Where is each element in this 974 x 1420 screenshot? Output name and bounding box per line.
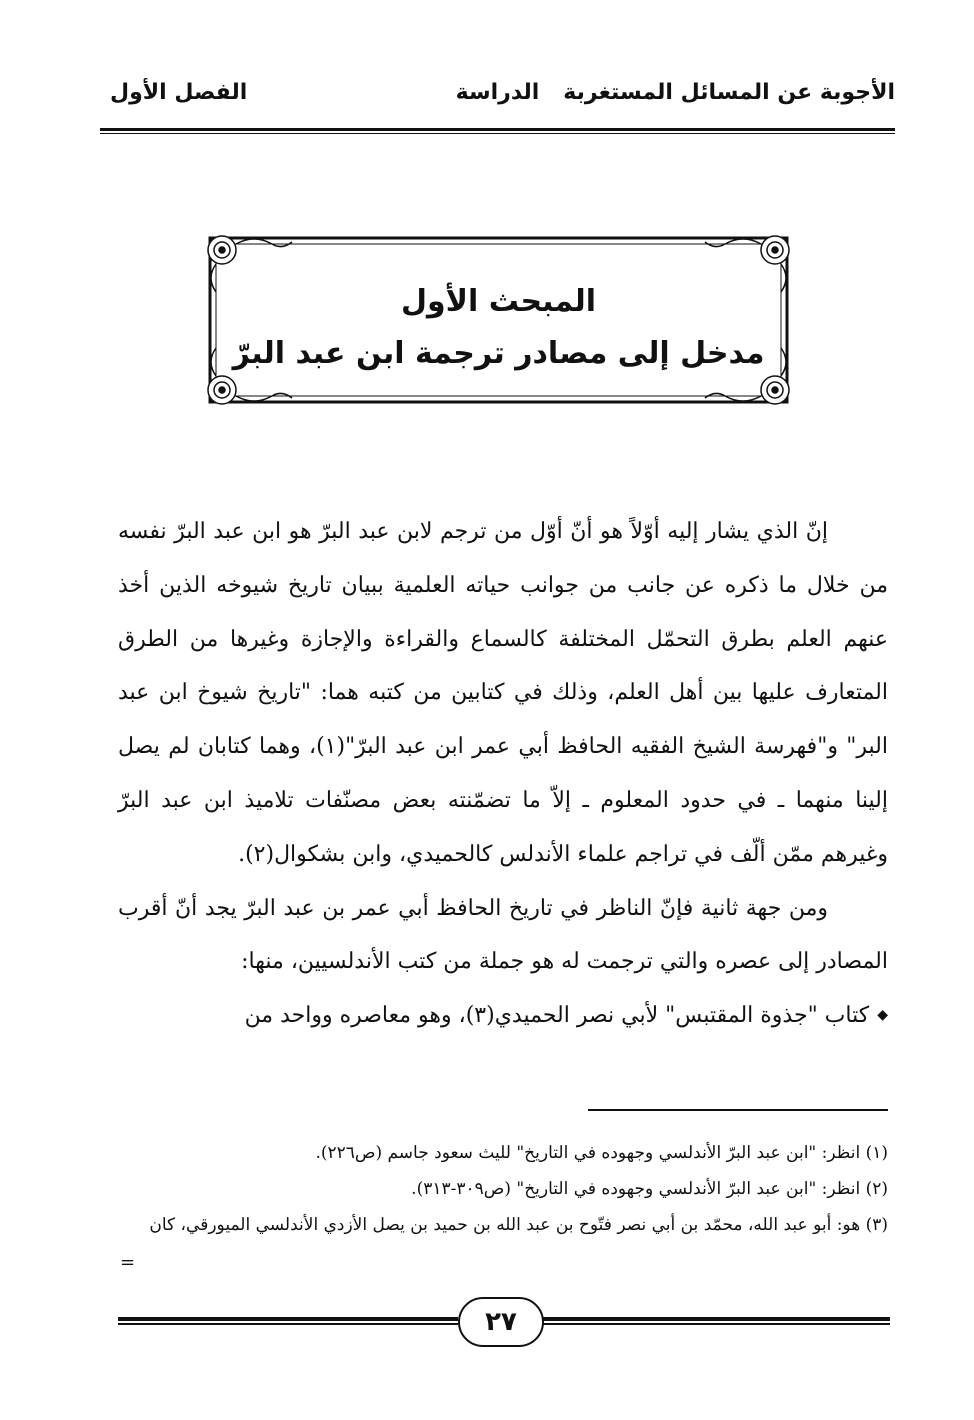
bullet-paragraph	[118, 989, 888, 1046]
title-frame	[192, 222, 805, 418]
header-section: الدراسة	[455, 80, 540, 105]
header-chapter: الفصل الأول	[110, 80, 248, 105]
page-number: ٢٧	[458, 1297, 544, 1347]
header-rule	[100, 128, 895, 134]
section-subtitle: مدخل إلى مصادر ترجمة ابن عبد البرّ	[232, 336, 765, 371]
paragraph: ومن جهة ثانية فإنّ الناظر في تاريخ الحافظ أبي عمر بن عبد البرّ يجد أنّ أقرب المصادر إلى عصره والتي ترجمت له هو جملة من كتب الأندلسيين، منها:	[118, 895, 888, 975]
footer-rule-left	[118, 1317, 458, 1325]
section-title: المبحث الأول	[400, 284, 597, 319]
footer-rule-right	[540, 1317, 890, 1325]
bullet-text: كتاب "جذوة المقتبس" لأبي نصر الحميدي(٣)، وهو معاصره وواحد من	[244, 1003, 870, 1029]
footnote-continuation-mark: =	[120, 1252, 136, 1273]
running-header	[100, 80, 895, 120]
ornamental-frame-icon	[192, 222, 805, 418]
body-text	[118, 505, 888, 1046]
footnote: (٢) انظر: "ابن عبد البرّ الأندلسي وجهوده في التاريخ" (ص٣٠٩-٣١٣).	[411, 1179, 888, 1199]
footnote: (١) انظر: "ابن عبد البرّ الأندلسي وجهوده في التاريخ" لليث سعود جاسم (ص٢٢٦).	[315, 1143, 888, 1163]
footnote: (٣) هو: أبو عبد الله، محمّد بن أبي نصر فتّوح بن عبد الله بن حميد بن يصل الأزدي الأندلسي الميورقي، كان	[149, 1215, 888, 1235]
paragraph: إنّ الذي يشار إليه أوّلاً هو أنّ أوّل من ترجم لابن عبد البرّ هو ابن عبد البرّ نفسه من خلال ما ذكره عن جانب من جوانب حياته العلمية ببيان تاريخ شيوخه الذين أخذ عنهم العلم بطرق التحمّل المختلفة كالسماع والقراءة والإجازة وغيرها من الطرق المتعارف عليها بين أهل العلم، وذلك في كتابين من كتبه هما: "تاريخ شيوخ ابن عبد البر" و"فهرسة الشيخ الفقيه الحافظ أبي عمر ابن عبد البرّ"(١)، وهما كتابان لم يصل إلينا منهما ـ في حدود المعلوم ـ إلاّ ما تضمّنته بعض مصنّفات تلاميذ ابن عبد البرّ وغيرهم ممّن ألّف في تراجم علماء الأندلس كالحميدي، وابن بشكوال(٢).	[118, 519, 888, 867]
footnote-separator	[588, 1109, 888, 1111]
header-book-title: الأجوبة عن المسائل المستغربة	[563, 80, 895, 105]
footnotes	[118, 1135, 888, 1243]
